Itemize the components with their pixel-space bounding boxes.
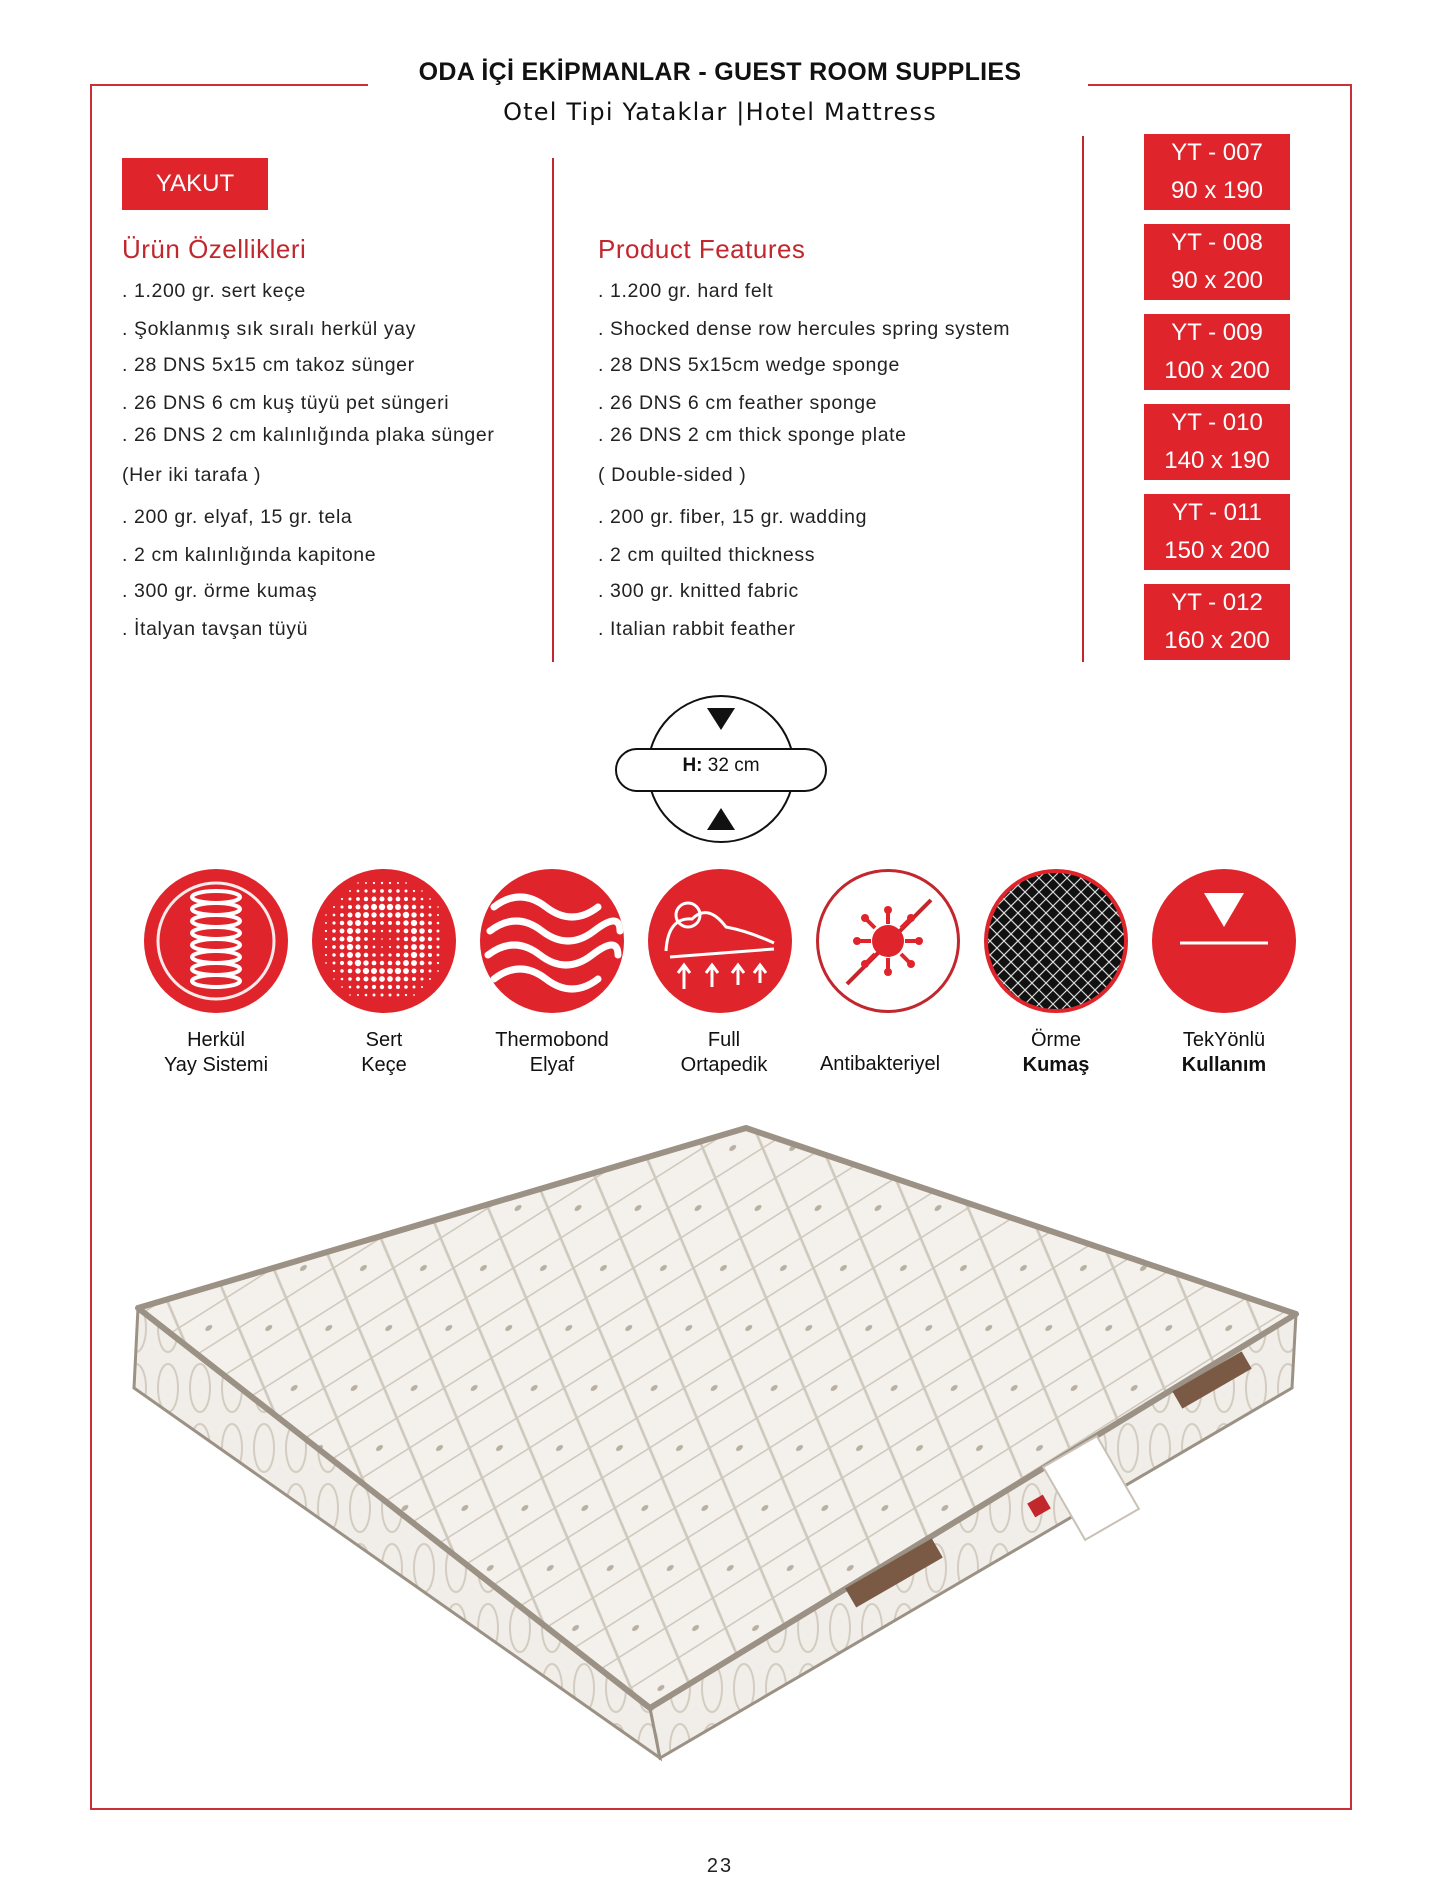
frame-right [1350,84,1352,1810]
features-tr-heading: Ürün Özellikleri [122,234,307,264]
size-dimension: 90 x 200 [1144,262,1290,300]
list-item: . 26 DNS 2 cm thick sponge plate [598,424,907,446]
list-item: . 200 gr. fiber, 15 gr. wadding [598,506,868,528]
height-indicator [614,694,828,844]
list-item: . 1.200 gr. sert keçe [122,280,306,302]
icon-label-fiber: Thermobond Elyaf [495,1029,609,1076]
list-item: . Italian rabbit feather [598,618,796,640]
size-dimension: 150 x 200 [1144,532,1290,570]
list-item: . 200 gr. elyaf, 15 gr. tela [122,506,353,528]
list-item: . 2 cm quilted thickness [598,544,816,566]
size-dimension: 140 x 190 [1144,442,1290,480]
frame-left [90,84,92,1810]
antibacterial-icon [816,869,960,1013]
size-code: YT - 011 [1144,494,1290,532]
frame-top-left [90,84,368,86]
icon-label-knitted-fabric: Örme Kumaş [1022,1029,1090,1076]
list-item: . 28 DNS 5x15 cm takoz sünger [122,354,415,376]
arrow-up-icon [707,808,735,830]
features-en-heading: Product Features [598,234,806,264]
list-item: . Shocked dense row hercules spring system [598,318,1011,340]
list-item: . 28 DNS 5x15cm wedge sponge [598,354,900,376]
list-item: . Şoklanmış sık sıralı herkül yay [122,318,416,340]
size-dimension: 160 x 200 [1144,622,1290,660]
icon-label-orthopedic: Full Ortapedik [680,1029,768,1076]
orthopedic-icon [648,869,792,1013]
felt-icon [312,869,456,1013]
size-code: YT - 010 [1144,404,1290,442]
icon-label-spring: Herkül Yay Sistemi [163,1029,269,1076]
list-item: (Her iki tarafa ) [122,464,262,486]
list-item: . 26 DNS 2 cm kalınlığında plaka sünger [122,424,495,446]
height-value: 32 cm [707,755,760,776]
size-code: YT - 007 [1144,134,1290,172]
mattress-image [120,1118,1320,1778]
list-item: . İtalyan tavşan tüyü [122,618,309,640]
height-prefix: H: [682,755,703,776]
list-item: ( Double-sided ) [598,464,747,486]
height-label [614,755,828,777]
page-subtitle: Otel Tipi Yataklar |Hotel Mattress [503,98,937,126]
size-code: YT - 009 [1144,314,1290,352]
list-item: . 1.200 gr. hard felt [598,280,774,302]
icon-label-felt: Sert Keçe [361,1029,407,1076]
page-number: 23 [706,1855,734,1877]
size-code: YT - 012 [1144,584,1290,622]
page-title: ODA İÇİ EKİPMANLAR - GUEST ROOM SUPPLIES [418,58,1022,86]
list-item: . 300 gr. örme kumaş [122,580,318,602]
icon-label-antibacterial: Antibakteriyel [819,1053,941,1075]
column-divider-right [1082,136,1084,662]
fiber-icon [480,869,624,1013]
size-dimension: 90 x 190 [1144,172,1290,210]
list-item: . 2 cm kalınlığında kapitone [122,544,377,566]
size-code: YT - 008 [1144,224,1290,262]
size-dimension: 100 x 200 [1144,352,1290,390]
list-item: . 26 DNS 6 cm kuş tüyü pet süngeri [122,392,450,414]
frame-bottom [90,1808,1352,1810]
one-sided-icon [1152,869,1296,1013]
frame-top-right [1088,84,1352,86]
knitted-fabric-icon [984,869,1128,1013]
spring-icon [144,869,288,1013]
product-badge: YAKUT [122,158,268,210]
icon-label-one-sided: TekYönlü Kullanım [1181,1029,1267,1076]
column-divider-left [552,158,554,662]
list-item: . 300 gr. knitted fabric [598,580,799,602]
list-item: . 26 DNS 6 cm feather sponge [598,392,878,414]
arrow-down-icon [707,708,735,730]
